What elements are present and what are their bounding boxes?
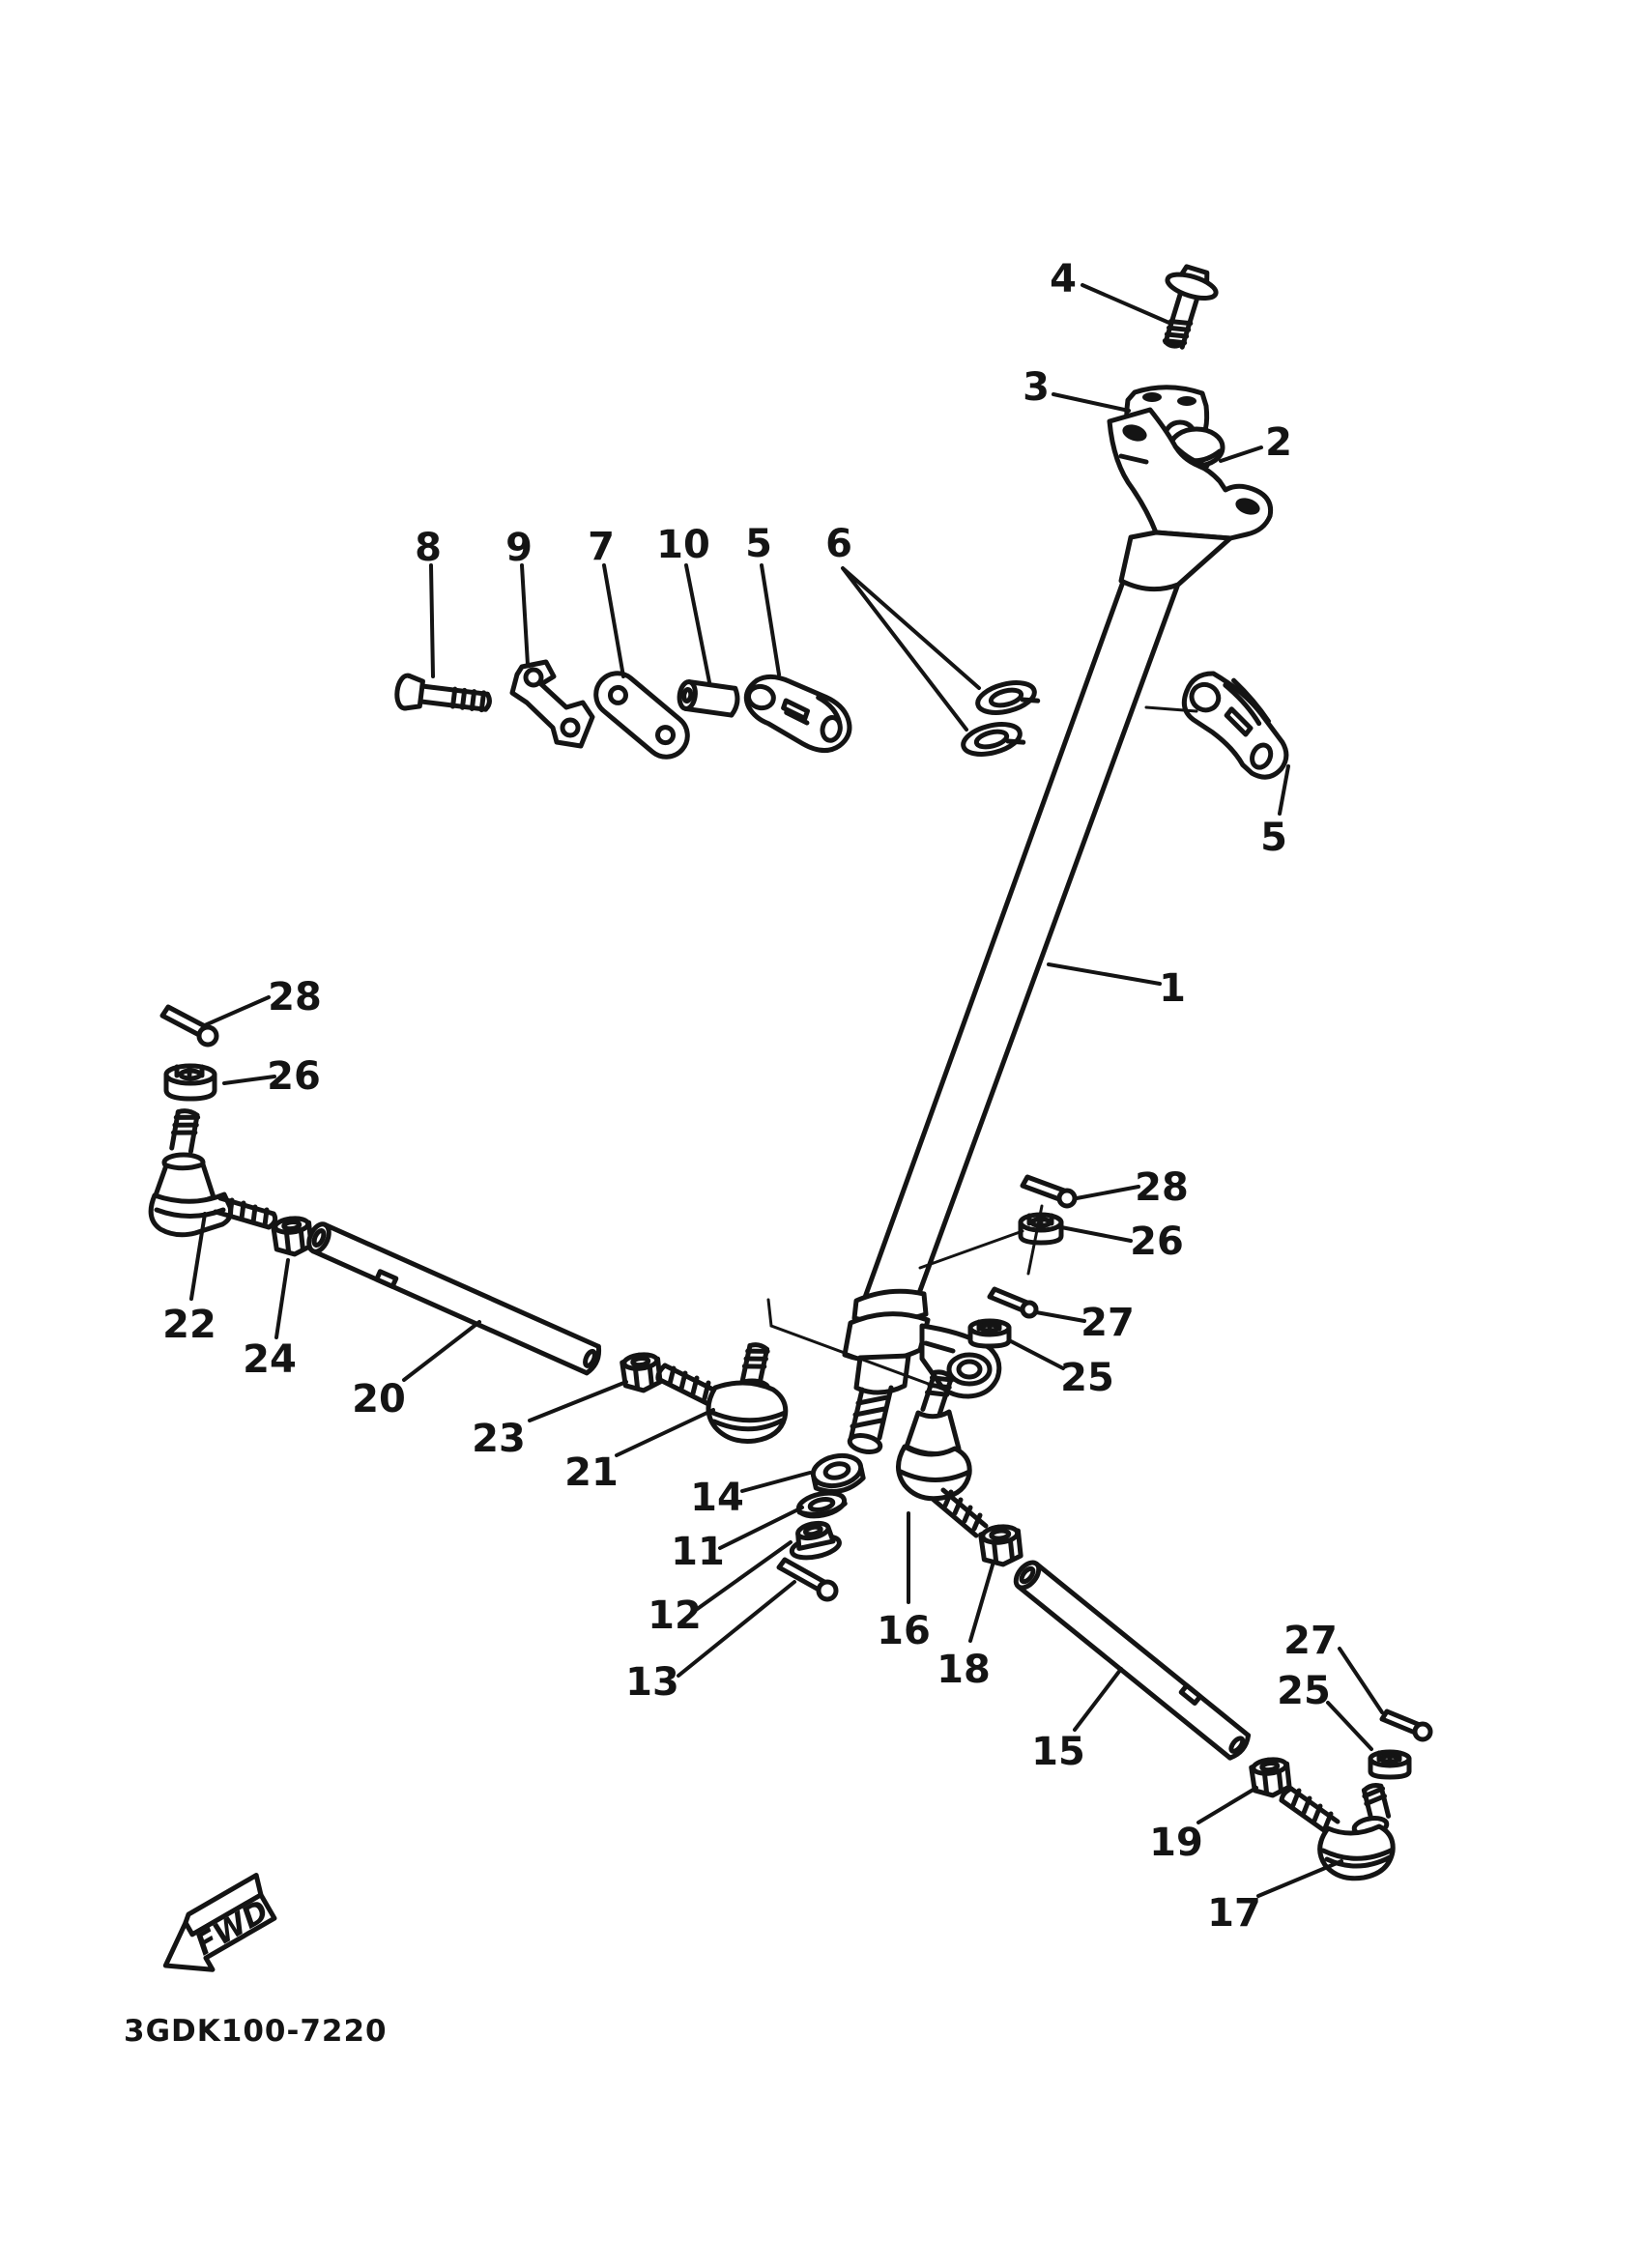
part-10-collar [677, 681, 738, 716]
callout-23[interactable]: 23 [472, 1417, 526, 1461]
part-20-tie-rod [305, 1221, 603, 1375]
callout-13[interactable]: 13 [625, 1660, 679, 1705]
callout-7[interactable]: 7 [588, 525, 615, 569]
callout-5-left[interactable]: 5 [745, 522, 772, 566]
callout-1[interactable]: 1 [1159, 966, 1186, 1011]
callout-10[interactable]: 10 [656, 523, 710, 567]
part-5-holder-right [1146, 665, 1307, 784]
part-7-plate [588, 665, 697, 765]
part-25-castle-nut-mid [970, 1321, 1009, 1346]
callout-12[interactable]: 12 [648, 1593, 702, 1638]
callout-22[interactable]: 22 [162, 1303, 216, 1347]
part-9-bracket [512, 662, 592, 746]
part-22-tie-rod-end [151, 1109, 275, 1235]
callout-15[interactable]: 15 [1031, 1730, 1085, 1774]
callout-25-mid[interactable]: 25 [1060, 1356, 1114, 1400]
callout-5-right[interactable]: 5 [1260, 816, 1287, 860]
part-6-lock-washers [961, 677, 1039, 760]
part-5-holder-left [738, 672, 857, 755]
callout-18[interactable]: 18 [937, 1648, 991, 1692]
part-24-nut [273, 1217, 312, 1256]
part-12-flange-nut [787, 1519, 841, 1562]
callout-24[interactable]: 24 [243, 1337, 297, 1382]
callout-17[interactable]: 17 [1207, 1891, 1261, 1936]
callout-3[interactable]: 3 [1023, 365, 1050, 410]
callout-16[interactable]: 16 [877, 1609, 931, 1653]
fwd-arrow-icon [149, 1876, 286, 1990]
callout-26-left[interactable]: 26 [267, 1054, 321, 1099]
callout-27-bottom[interactable]: 27 [1283, 1619, 1338, 1663]
callout-9[interactable]: 9 [505, 526, 533, 570]
callout-26-right[interactable]: 26 [1130, 1220, 1184, 1264]
callout-21[interactable]: 21 [564, 1450, 619, 1495]
part-11-washer [796, 1489, 847, 1519]
callout-14[interactable]: 14 [690, 1476, 744, 1520]
callout-4[interactable]: 4 [1050, 257, 1077, 301]
part-25-castle-nut-bottom [1370, 1752, 1409, 1777]
part-26-castle-nut-right [920, 1206, 1061, 1274]
callout-28-left[interactable]: 28 [268, 975, 322, 1019]
part-23-nut [621, 1353, 661, 1392]
part-13-cotter-pin [779, 1560, 836, 1599]
part-18-nut [980, 1525, 1022, 1566]
part-8-bolt [395, 675, 491, 718]
part-27-cotter-pin-bottom [1382, 1711, 1430, 1739]
part-27-cotter-pin-mid [990, 1289, 1036, 1316]
callout-20[interactable]: 20 [352, 1377, 406, 1421]
callout-11[interactable]: 11 [671, 1530, 725, 1574]
fwd-label: FWD [189, 1893, 275, 1964]
part-28-cotter-pin-right [1023, 1177, 1075, 1206]
callout-27-mid[interactable]: 27 [1081, 1301, 1135, 1345]
diagram-code: 3GDK100-7220 [124, 2014, 388, 2049]
part-26-castle-nut-left [166, 1066, 215, 1099]
callout-8[interactable]: 8 [415, 526, 442, 570]
callout-25-bottom[interactable]: 25 [1277, 1669, 1331, 1713]
part-1-steering-column [845, 410, 1271, 1454]
part-14-bushing [810, 1451, 864, 1496]
callout-6[interactable]: 6 [825, 522, 852, 566]
callout-28-right[interactable]: 28 [1135, 1165, 1189, 1210]
callout-19[interactable]: 19 [1149, 1821, 1203, 1865]
callout-2[interactable]: 2 [1265, 420, 1292, 465]
part-4-flange-bolt [1149, 262, 1221, 353]
